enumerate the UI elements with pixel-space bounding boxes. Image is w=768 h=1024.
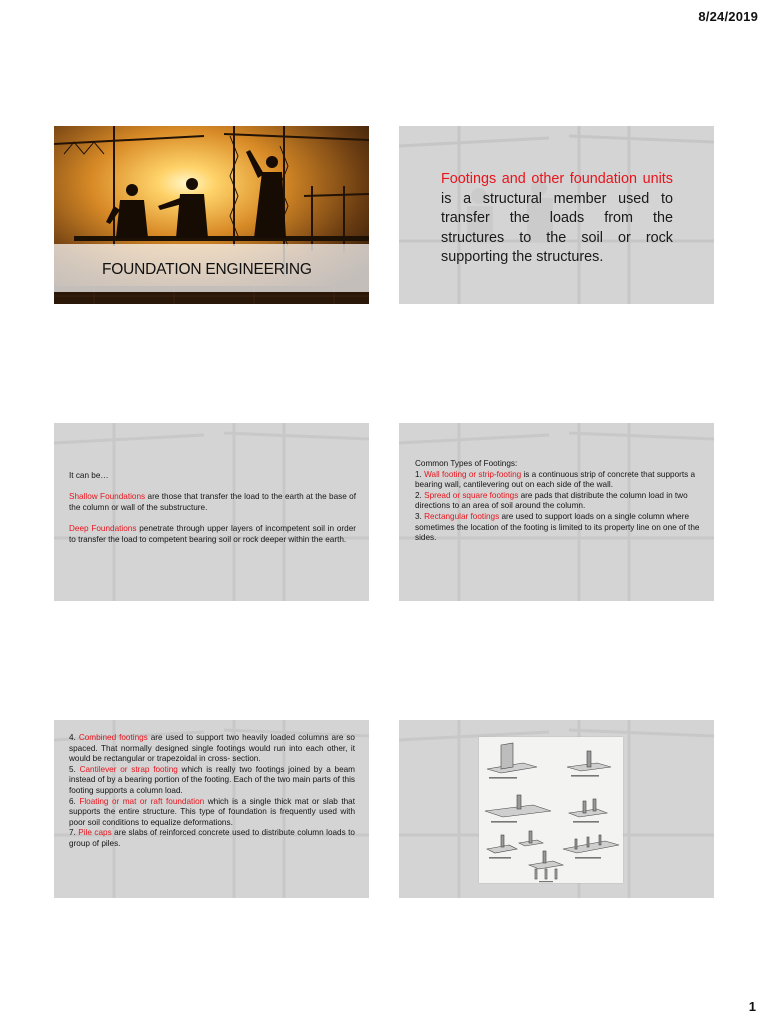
item-number: 4. [69,733,79,742]
type-item-5 [69,765,355,797]
type-item-6 [69,797,355,829]
type-item-4 [69,733,355,765]
item-number: 5. [69,764,80,774]
term-rectangular-footing: Rectangular footings [424,511,500,521]
term-footings: Footings and other foundation units [441,171,673,187]
slide-title: FOUNDATION ENGINEERING [102,261,312,278]
slide-3[interactable] [54,423,369,601]
types-heading: Common Types of Footings: [415,459,518,468]
term-strap-footing: Cantilever or strap footing [79,764,178,774]
slide-5[interactable] [54,720,369,898]
item-number: 2. [415,490,425,500]
header-date: 8/24/2019 [698,9,758,24]
term-pile-caps: Pile caps [78,828,112,838]
foundation-kinds-text [69,471,356,545]
item-number: 1. [415,469,425,479]
item-text: are used to support loads on a single column where sometimes the location of the footing is limited to its property line on one of the sides. [415,511,700,543]
type-item-1 [415,470,705,491]
type-item-2 [415,491,705,512]
item-text: is a continuous strip of concrete that supports a bearing wall, cantilevering out on each side of the wall. [415,469,696,490]
footing-types-text [415,459,705,544]
item-text: which is a single thick mat or slab that supports the entire structure. This type of foundation is frequently used with poor soil conditions to equalize deformations. [69,796,355,827]
term-deep: Deep Foundations [69,523,137,533]
definition-rest: is a structural member used to transfer the loads from the structures to the soil or rock supporting the structures. [441,190,673,265]
item-text: are pads that distribute the column load in two directions to an area of soil around the column. [415,490,688,511]
item-number: 3. [415,511,425,521]
slide-6[interactable] [399,720,714,898]
intro-line: It can be… [69,471,109,480]
footing-types-continued-text [69,733,355,850]
footing-types-diagram [479,737,623,883]
item-number: 6. [69,796,80,806]
deep-rest: penetrate through upper layers of incompetent soil in order to transfer the load to competent bearing soil or rock deeper within the earth. [69,523,356,544]
slide-2[interactable] [399,126,714,304]
item-text: are used to support two heavily loaded columns are so spaced. That normally designed single footings would run into each other, it would be rectangular or trapezoidal in cross- section. [69,733,355,764]
term-spread-footing: Spread or square footings [424,490,519,500]
item-text: which is really two footings joined by a beam instead of by a bearing portion of the footing. Each of the two main parts of this footing supports a column load. [69,764,355,795]
type-item-7 [69,828,355,849]
term-wall-footing: Wall footing or strip-footing [424,469,522,479]
item-number: 7. [69,828,79,838]
item-text: are slabs of reinforced concrete used to distribute column loads to group of piles. [69,828,355,848]
term-combined-footing: Combined footings [78,733,148,742]
page-number: 1 [748,999,756,1014]
slide-4[interactable] [399,423,714,601]
shallow-rest: are those that transfer the load to the earth at the base of the column or wall of the substructure. [69,492,357,512]
slide-1[interactable] [54,126,369,304]
shallow-paragraph [69,492,356,513]
term-shallow: Shallow Foundations [69,492,146,502]
deep-paragraph [69,524,356,545]
definition-text [441,170,673,268]
term-mat-foundation: Floating or mat or raft foundation [79,796,205,806]
type-item-3 [415,512,705,544]
